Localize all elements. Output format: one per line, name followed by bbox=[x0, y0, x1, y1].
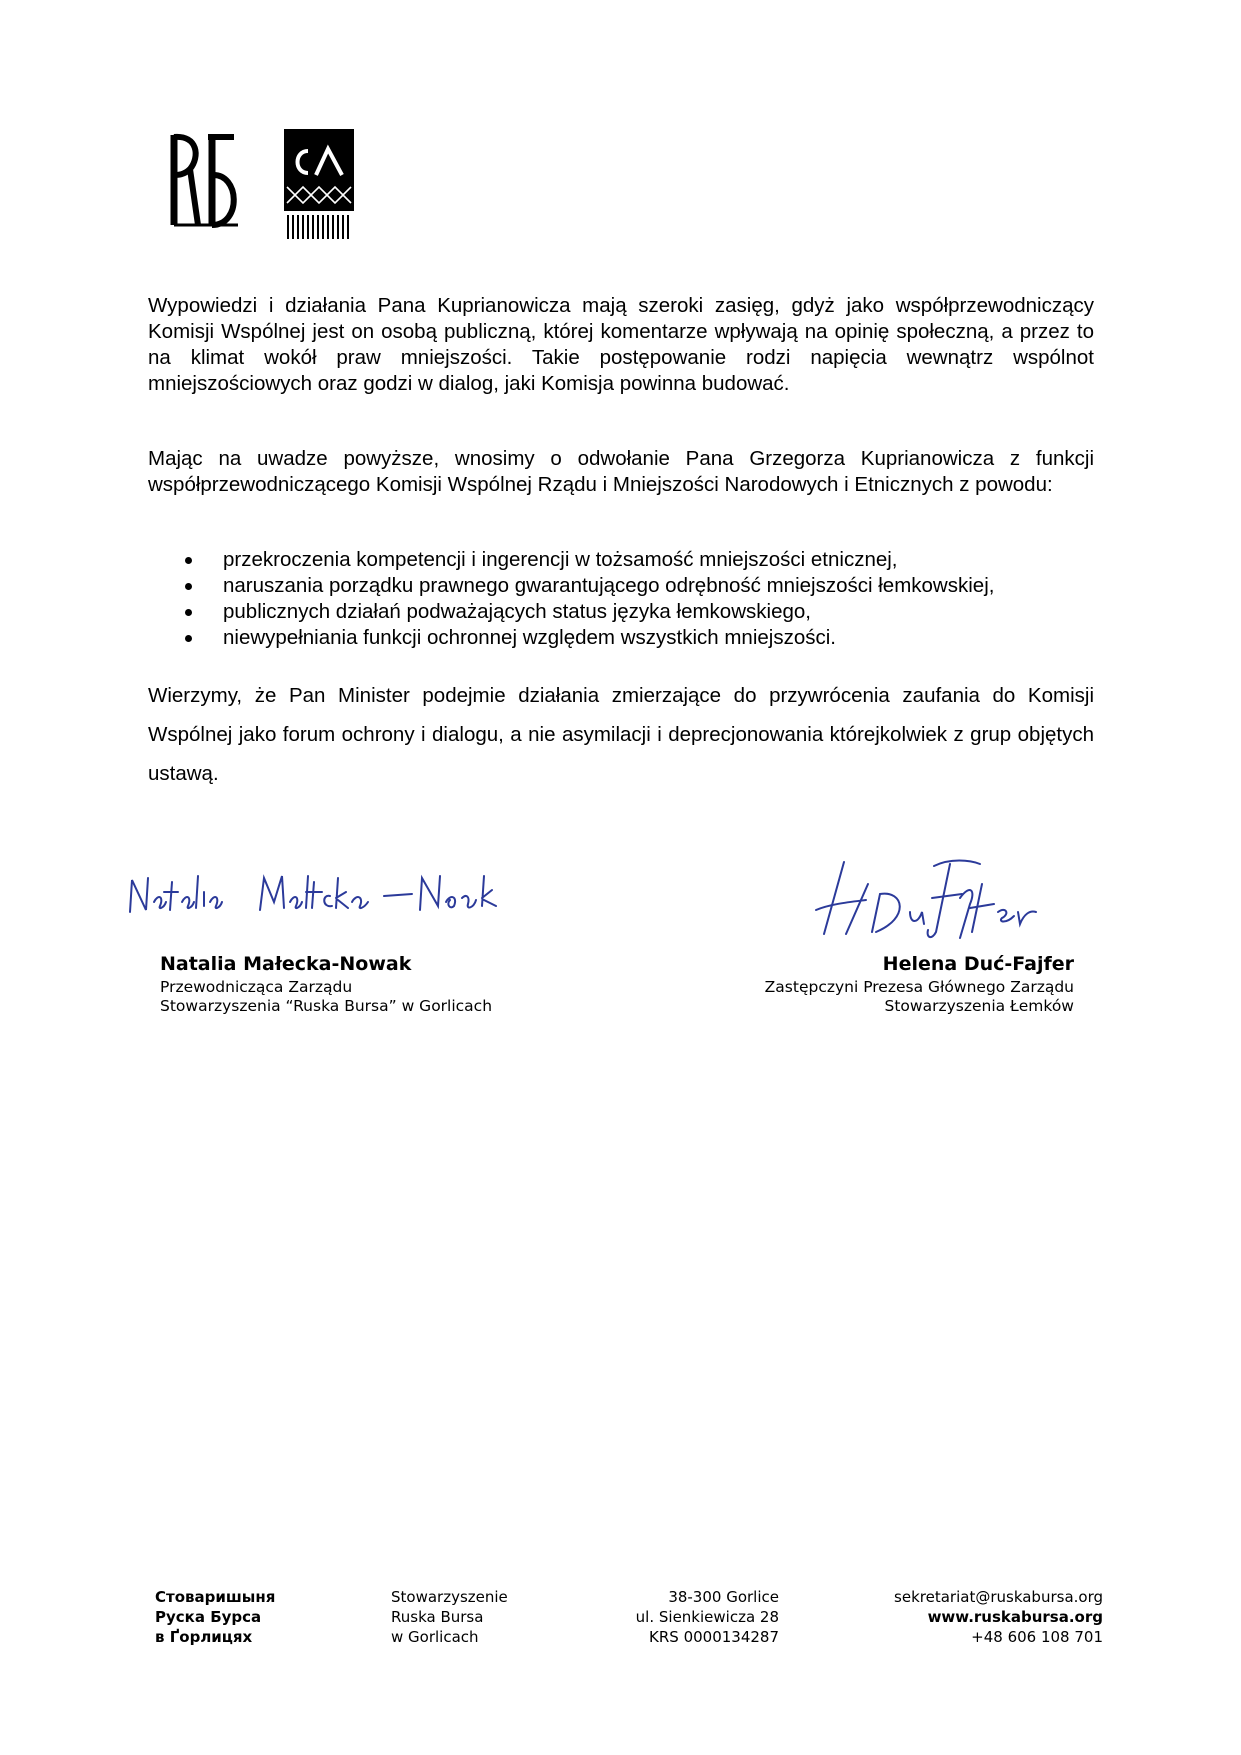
reasons-list bbox=[185, 547, 1105, 651]
paragraph-3: Wierzymy, że Pan Minister podejmie działania zmierzające do przywrócenia zaufania do Komisji Wspólnej jako forum ochrony i dialogu, a nie asymilacji i deprecjonowania którejkolwiek z grup objętych ustawą. bbox=[148, 684, 1094, 785]
bullet-icon bbox=[185, 583, 192, 590]
signatory-title-line-1: Przewodnicząca Zarządu bbox=[160, 978, 353, 996]
list-item: niewypełniania funkcji ochronnej względem wszystkich mniejszości. bbox=[185, 625, 1105, 651]
signatory-left bbox=[160, 952, 492, 1016]
paragraph-2: Mając na uwadze powyższe, wnosimy o odwołanie Pana Grzegorza Kuprianowicza z funkcji współprzewodniczącego Komisji Wspólnej Rządu i Mniejszości Narodowych i Etnicznych z powodu: bbox=[148, 447, 1094, 496]
bullet-icon bbox=[185, 635, 192, 642]
bullet-icon bbox=[185, 609, 192, 616]
ruska-bursa-logo bbox=[168, 129, 240, 237]
list-item: przekroczenia kompetencji i ingerencji w tożsamość mniejszości etnicznej, bbox=[185, 547, 1105, 573]
signatory-name: Natalia Małecka-Nowak bbox=[160, 953, 412, 975]
stowarzyszenie-lemkow-logo bbox=[284, 129, 354, 241]
footer-phone: +48 606 108 701 bbox=[971, 1628, 1103, 1646]
list-item: naruszania porządku prawnego gwarantującego odrębność mniejszości łemkowskiej, bbox=[185, 573, 1105, 599]
signatory-title-line-1: Zastępczyni Prezesa Głównego Zarządu bbox=[764, 978, 1074, 996]
list-item: publicznych działań podważających status języka łemkowskiego, bbox=[185, 599, 1105, 625]
signature-natalia-malecka-nowak bbox=[124, 862, 524, 922]
signatory-name: Helena Duć-Fajfer bbox=[882, 953, 1074, 975]
bullet-icon bbox=[185, 557, 192, 564]
footer-website[interactable]: www.ruskabursa.org bbox=[927, 1608, 1103, 1626]
footer-org-name-cyrillic: Стоваришыня Руска Бурса в Ґорлицях bbox=[155, 1588, 276, 1646]
footer-contact bbox=[894, 1587, 1103, 1647]
signature-helena-duc-fajfer bbox=[810, 854, 1060, 944]
footer-email[interactable]: sekretariat@ruskabursa.org bbox=[894, 1588, 1103, 1606]
signatory-title-line-2: Stowarzyszenia “Ruska Bursa” w Gorlicach bbox=[160, 997, 493, 1015]
footer-address: 38-300 Gorlice ul. Sienkiewicza 28 KRS 0000134287 bbox=[635, 1588, 779, 1646]
paragraph-1: Wypowiedzi i działania Pana Kuprianowicza mają szeroki zasięg, gdyż jako współprzewodniczący Komisji Wspólnej jest on osobą publiczną, której komentarze wpływają na opinię społeczną, a przez to na klimat wokół praw mniejszości. Takie postępowanie rodzi napięcia wewnątrz wspólnot mniejszościowych oraz godzi w dialog, jaki Komisja powinna budować. bbox=[148, 294, 1094, 395]
header-logos bbox=[168, 129, 368, 247]
footer-org-name-polish: Stowarzyszenie Ruska Bursa w Gorlicach bbox=[391, 1588, 508, 1646]
signatory-right bbox=[765, 952, 1074, 1016]
signatory-title-line-2: Stowarzyszenia Łemków bbox=[884, 997, 1074, 1015]
